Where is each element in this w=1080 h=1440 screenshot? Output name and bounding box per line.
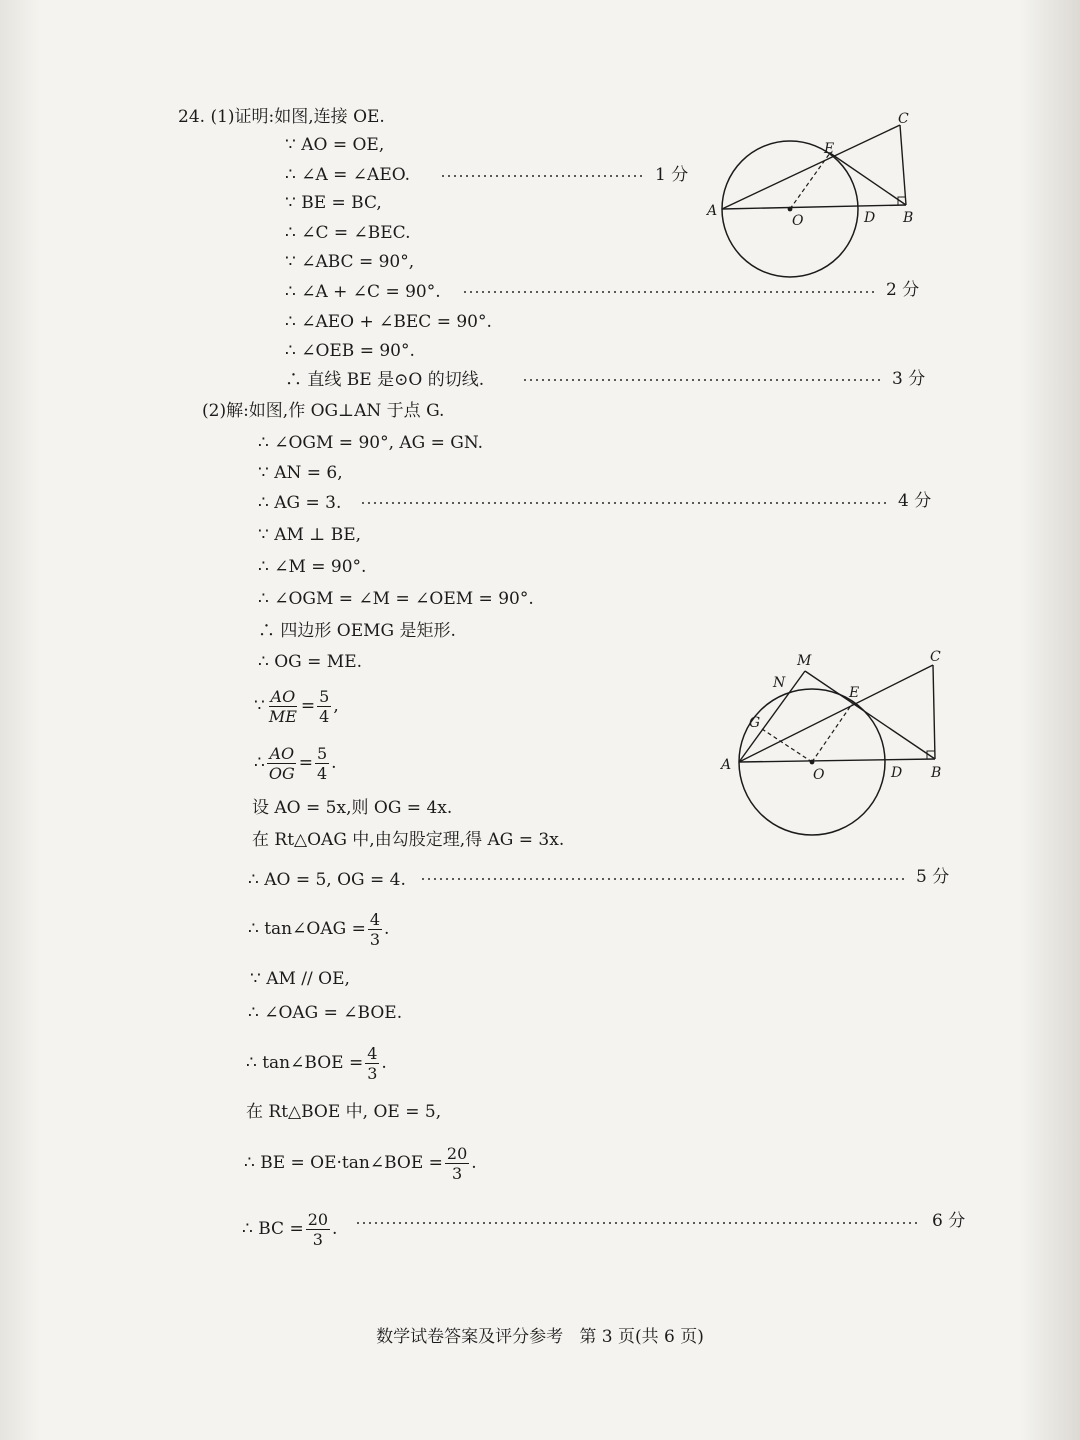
score-leader <box>522 379 882 381</box>
label-B: B <box>931 765 942 781</box>
be-line: ∴ BE = OE·tan∠BOE = $\frac{20}{3}$ . <box>244 1143 477 1183</box>
proof-conclusion: ∴ 直线 BE 是⊙O 的切线. <box>285 370 485 390</box>
ratio-line-1: ∵ $\frac{AO}{ME}$ = $\frac{5}{4}$ , <box>254 686 339 726</box>
label-B: B <box>903 210 914 226</box>
score-4: 4 分 <box>898 491 932 511</box>
footer-page-number: 第 3 页(共 6 页) <box>579 1327 704 1347</box>
proof-line: ∴ ∠C = ∠BEC. <box>285 223 411 243</box>
solution-line: ∵ AM ⊥ BE, <box>258 525 362 545</box>
solution-line: ∴ AG = 3. <box>258 493 342 513</box>
label-N: N <box>773 675 786 691</box>
label-D: D <box>864 210 876 226</box>
label-E: E <box>824 141 835 157</box>
proof-line: ∵ AO = OE, <box>285 135 385 155</box>
tan-line-2: ∴ tan∠BOE = $\frac{4}{3}$ . <box>246 1043 387 1083</box>
solution-line: ∵ AM // OE, <box>250 969 350 989</box>
label-E: E <box>849 685 860 701</box>
label-A: A <box>707 203 718 219</box>
proof-line: ∴ ∠A + ∠C = 90°. <box>285 282 441 302</box>
solution-line: 设 AO = 5x,则 OG = 4x. <box>252 798 453 818</box>
score-leader <box>440 175 645 177</box>
label-A: A <box>721 757 732 773</box>
figure-1 <box>700 105 930 285</box>
figure-2 <box>715 645 965 845</box>
score-leader <box>462 291 877 293</box>
solution-line: ∴ ∠OAG = ∠BOE. <box>248 1003 403 1023</box>
tan-line-1: ∴ tan∠OAG = $\frac{4}{3}$ . <box>248 909 390 949</box>
ratio-line-2: ∴ $\frac{AO}{OG}$ = $\frac{5}{4}$ . <box>254 743 337 783</box>
solution-line: 在 Rt△OAG 中,由勾股定理,得 AG = 3x. <box>252 830 565 850</box>
solution-line: ∴ OG = ME. <box>258 652 363 672</box>
score-leader <box>360 502 888 504</box>
label-C: C <box>930 649 941 665</box>
solution-line: ∴ AO = 5, OG = 4. <box>248 870 406 890</box>
proof-line: ∵ ∠ABC = 90°, <box>285 252 415 272</box>
score-2: 2 分 <box>886 280 920 300</box>
proof-line: ∵ BE = BC, <box>285 193 382 213</box>
solution-line: ∵ AN = 6, <box>258 463 343 483</box>
label-M: M <box>797 653 812 669</box>
score-1: 1 分 <box>655 165 689 185</box>
solution-line: ∴ ∠OGM = 90°, AG = GN. <box>258 433 484 453</box>
solution-line: ∴ ∠OGM = ∠M = ∠OEM = 90°. <box>258 589 534 609</box>
label-O: O <box>792 213 804 229</box>
solution-line: ∴ ∠M = 90°. <box>258 557 367 577</box>
proof-line: ∴ ∠OEB = 90°. <box>285 341 415 361</box>
score-3: 3 分 <box>892 369 926 389</box>
page-edge-left <box>0 0 40 1440</box>
footer-title: 数学试卷答案及评分参考 <box>376 1327 564 1347</box>
page-footer <box>0 1322 1080 1347</box>
solution-line: 在 Rt△BOE 中, OE = 5, <box>246 1102 442 1122</box>
problem-24-header: 24. (1)证明:如图,连接 OE. <box>178 107 385 127</box>
score-leader <box>355 1222 920 1224</box>
page-edge-right <box>1020 0 1080 1440</box>
label-G: G <box>749 715 761 731</box>
proof-line: ∴ ∠AEO + ∠BEC = 90°. <box>285 312 492 332</box>
solution-line: ∴ 四边形 OEMG 是矩形. <box>258 621 456 641</box>
label-O: O <box>813 767 825 783</box>
bc-line: ∴ BC = $\frac{20}{3}$ . <box>242 1209 338 1249</box>
score-5: 5 分 <box>916 867 950 887</box>
part2-header: (2)解:如图,作 OG⊥AN 于点 G. <box>202 401 445 421</box>
label-D: D <box>891 765 903 781</box>
proof-line: ∴ ∠A = ∠AEO. <box>285 165 411 185</box>
score-6: 6 分 <box>932 1211 966 1231</box>
label-C: C <box>898 111 909 127</box>
score-leader <box>420 878 904 880</box>
